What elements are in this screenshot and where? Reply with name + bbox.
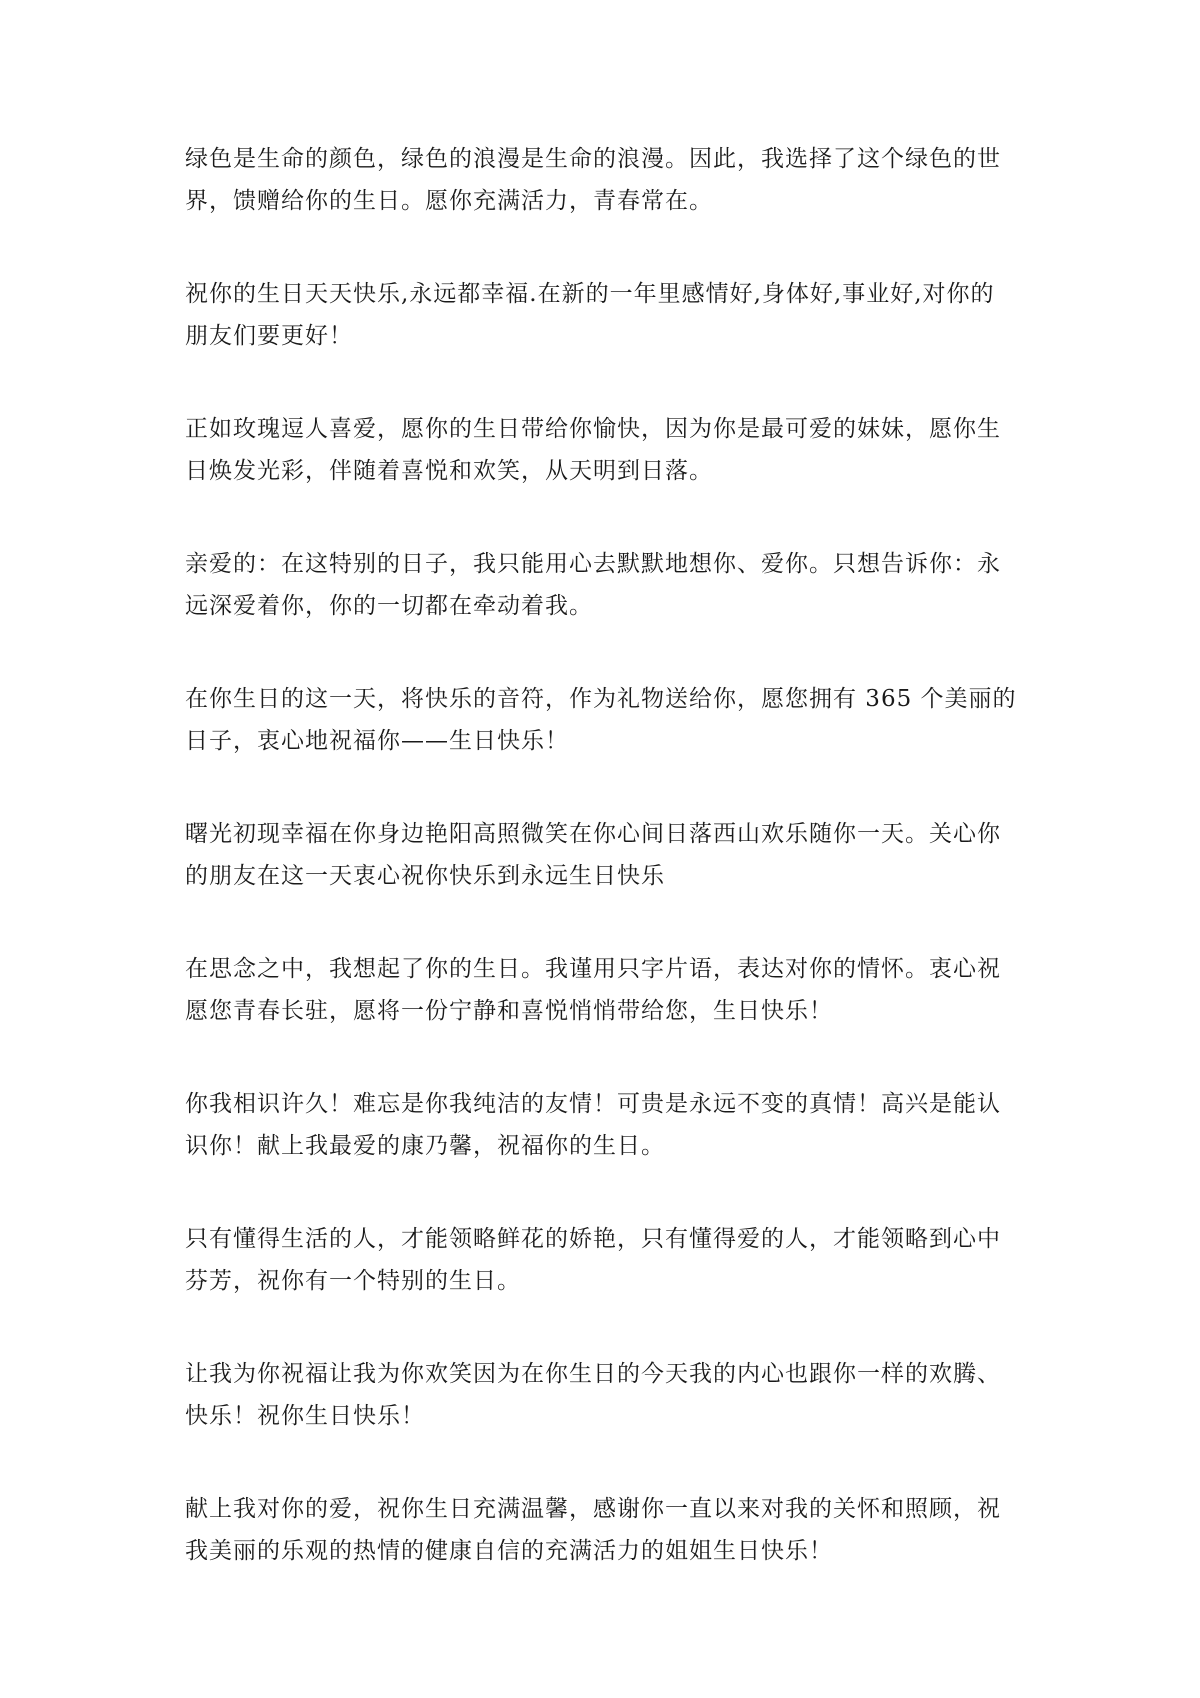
paragraph-line: 曙光初现幸福在你身边艳阳高照微笑在你心间日落西山欢乐随你一天。关心你 <box>185 821 1001 847</box>
paragraph-line: 界，馈赠给你的生日。愿你充满活力，青春常在。 <box>185 188 713 214</box>
paragraph-line: 在你生日的这一天，将快乐的音符，作为礼物送给你，愿您拥有 365 个美丽的 <box>185 686 1017 712</box>
paragraph-4 <box>185 543 1030 627</box>
paragraph-2 <box>185 273 1030 357</box>
paragraph-8 <box>185 1083 1030 1167</box>
paragraph-5 <box>185 678 1030 762</box>
paragraph-line: 日子，衷心地祝福你——生日快乐！ <box>185 728 569 754</box>
paragraph-11 <box>185 1488 1030 1572</box>
paragraph-line: 只有懂得生活的人，才能领略鲜花的娇艳，只有懂得爱的人，才能领略到心中 <box>185 1226 1001 1252</box>
paragraph-10 <box>185 1353 1030 1437</box>
paragraph-line: 的朋友在这一天衷心祝你快乐到永远生日快乐 <box>185 863 665 889</box>
paragraph-line: 远深爱着你，你的一切都在牵动着我。 <box>185 593 593 619</box>
paragraph-line: 让我为你祝福让我为你欢笑因为在你生日的今天我的内心也跟你一样的欢腾、 <box>185 1361 1001 1387</box>
paragraph-line: 芬芳，祝你有一个特别的生日。 <box>185 1268 521 1294</box>
paragraph-3 <box>185 408 1030 492</box>
paragraph-6 <box>185 813 1030 897</box>
paragraph-line: 快乐！祝你生日快乐！ <box>185 1403 425 1429</box>
paragraph-line: 祝你的生日天天快乐,永远都幸福.在新的一年里感情好,身体好,事业好,对你的 <box>185 281 995 307</box>
paragraph-line: 绿色是生命的颜色，绿色的浪漫是生命的浪漫。因此，我选择了这个绿色的世 <box>185 146 1001 172</box>
paragraph-line: 日焕发光彩，伴随着喜悦和欢笑，从天明到日落。 <box>185 458 713 484</box>
paragraph-line: 正如玫瑰逗人喜爱，愿你的生日带给你愉快，因为你是最可爱的妹妹，愿你生 <box>185 416 1001 442</box>
paragraph-7 <box>185 948 1030 1032</box>
paragraph-9 <box>185 1218 1030 1302</box>
document-body <box>185 138 1030 1623</box>
paragraph-line: 在思念之中，我想起了你的生日。我谨用只字片语，表达对你的情怀。衷心祝 <box>185 956 1001 982</box>
paragraph-line: 我美丽的乐观的热情的健康自信的充满活力的姐姐生日快乐！ <box>185 1538 833 1564</box>
paragraph-line: 亲爱的：在这特别的日子，我只能用心去默默地想你、爱你。只想告诉你：永 <box>185 551 1001 577</box>
paragraph-line: 朋友们要更好！ <box>185 323 353 349</box>
paragraph-line: 识你！献上我最爱的康乃馨，祝福你的生日。 <box>185 1133 665 1159</box>
paragraph-line: 愿您青春长驻，愿将一份宁静和喜悦悄悄带给您，生日快乐！ <box>185 998 833 1024</box>
paragraph-1 <box>185 138 1030 222</box>
paragraph-line: 献上我对你的爱，祝你生日充满温馨，感谢你一直以来对我的关怀和照顾，祝 <box>185 1496 1001 1522</box>
paragraph-line: 你我相识许久！难忘是你我纯洁的友情！可贵是永远不变的真情！高兴是能认 <box>185 1091 1001 1117</box>
